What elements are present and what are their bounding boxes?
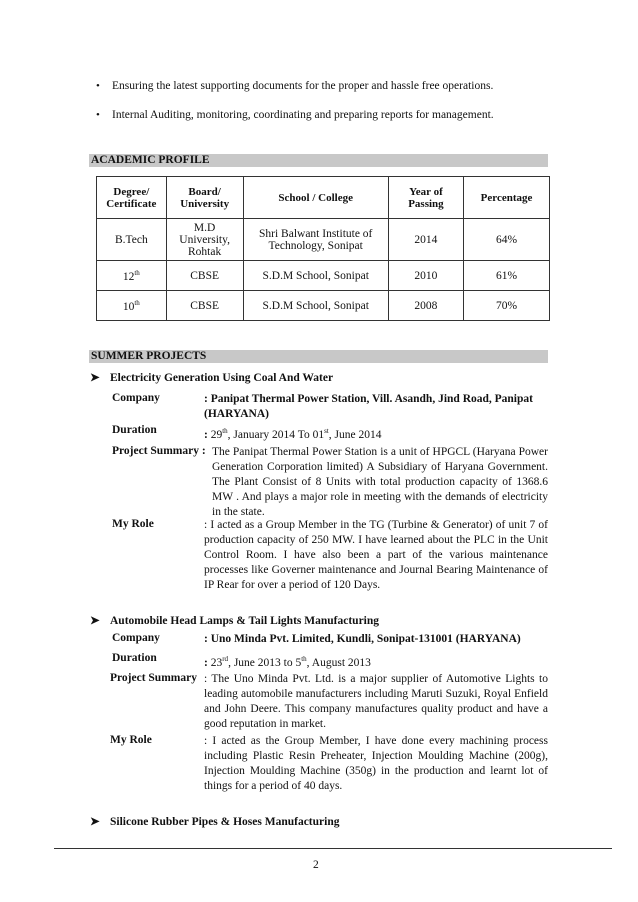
project-summary-text: : The Uno Minda Pvt. Ltd. is a major supplier of Automotive Lights to leading automobile manufacturers including Maruti Suzuki, Royal Enfield and John Deere. This company manufactures quality product and have a good reputation in market. xyxy=(204,673,548,730)
my-role-label: My Role xyxy=(110,734,152,746)
table-header-cell: School / College xyxy=(243,177,388,219)
project-title: ➤ Silicone Rubber Pipes & Hoses Manufacturing xyxy=(90,816,340,828)
table-cell: M.D University, Rohtak xyxy=(166,219,243,261)
table-cell: CBSE xyxy=(166,261,243,291)
table-header-cell: Degree/ Certificate xyxy=(97,177,167,219)
duration-label: Duration xyxy=(112,424,157,436)
table-cell: 10th xyxy=(97,291,167,321)
table-cell: 2014 xyxy=(388,219,463,261)
table-header-row xyxy=(97,177,550,219)
bullet-icon: • xyxy=(96,109,100,121)
table-cell: S.D.M School, Sonipat xyxy=(243,291,388,321)
bullet-text: Ensuring the latest supporting documents for the proper and hassle free operations. xyxy=(112,80,494,92)
bullet-text: Internal Auditing, monitoring, coordinating and preparing reports for management. xyxy=(112,109,494,121)
my-role-text: : I acted as a Group Member in the TG (Turbine & Generator) of unit 7 of production capacity of 250 MW. I have learned about the PLC in the Unit Control Room. I have also been a part of the various maintenance processes like Governer maintenance and Journal Bearing Maintenance of IP Rear for over a period of 120 Days. xyxy=(204,519,548,591)
duration-label: Duration xyxy=(112,652,157,664)
project-title: ➤ Electricity Generation Using Coal And Water xyxy=(90,372,334,384)
table-cell: CBSE xyxy=(166,291,243,321)
arrow-bullet-icon: ➤ xyxy=(90,372,100,384)
duration-value: : 29th, January 2014 To 01st, June 2014 xyxy=(204,427,382,441)
table-cell: S.D.M School, Sonipat xyxy=(243,261,388,291)
table-cell: 12th xyxy=(97,261,167,291)
page-number: 2 xyxy=(313,859,319,871)
table-cell: 61% xyxy=(464,261,550,291)
bullet-item xyxy=(96,109,494,121)
table-header-cell: Percentage xyxy=(464,177,550,219)
duration-value: : 23rd, June 2013 to 5th, August 2013 xyxy=(204,655,371,669)
company-label: Company xyxy=(112,632,160,644)
academic-table xyxy=(96,176,550,321)
company-value: : Uno Minda Pvt. Limited, Kundli, Sonipat-131001 (HARYANA) xyxy=(204,633,521,645)
arrow-bullet-icon: ➤ xyxy=(90,615,100,627)
footer-divider xyxy=(54,848,612,849)
project-summary-text: The Panipat Thermal Power Station is a unit of HPGCL (Haryana Power Generation Corporation limited) A Subsidiary of Haryana Government. The Plant Consist of 8 Units with total production capacity of 1368.6 MW . And plays a major role in meeting with the demands of electricity in the state. xyxy=(212,446,548,518)
table-header-cell: Board/ University xyxy=(166,177,243,219)
my-role-label: My Role xyxy=(112,518,154,530)
academic-profile-heading: ACADEMIC PROFILE xyxy=(89,154,548,167)
table-row xyxy=(97,291,550,321)
project-title: ➤ Automobile Head Lamps & Tail Lights Manufacturing xyxy=(90,615,380,627)
table-row xyxy=(97,261,550,291)
arrow-bullet-icon: ➤ xyxy=(90,816,100,828)
company-label: Company xyxy=(112,392,160,404)
table-row xyxy=(97,219,550,261)
table-cell: 64% xyxy=(464,219,550,261)
table-cell: 2010 xyxy=(388,261,463,291)
company-value: : Panipat Thermal Power Station, Vill. Asandh, Jind Road, Panipat (HARYANA) xyxy=(204,393,533,420)
project-summary-label: Project Summary : xyxy=(112,445,206,457)
table-cell: B.Tech xyxy=(97,219,167,261)
table-cell: Shri Balwant Institute of Technology, Sonipat xyxy=(243,219,388,261)
table-cell: 70% xyxy=(464,291,550,321)
project-summary-label: Project Summary xyxy=(110,672,197,684)
bullet-icon: • xyxy=(96,80,100,92)
my-role-text: : I acted as the Group Member, I have done every machining process including Plastic Resin Preheater, Injection Moulding Machine (200g), Injection Moulding Machine (350g) in the production and learnt lot of things for a period of 40 days. xyxy=(204,735,548,792)
summer-projects-heading: SUMMER PROJECTS xyxy=(89,350,548,363)
bullet-item xyxy=(96,80,494,92)
table-header-cell: Year of Passing xyxy=(388,177,463,219)
table-cell: 2008 xyxy=(388,291,463,321)
